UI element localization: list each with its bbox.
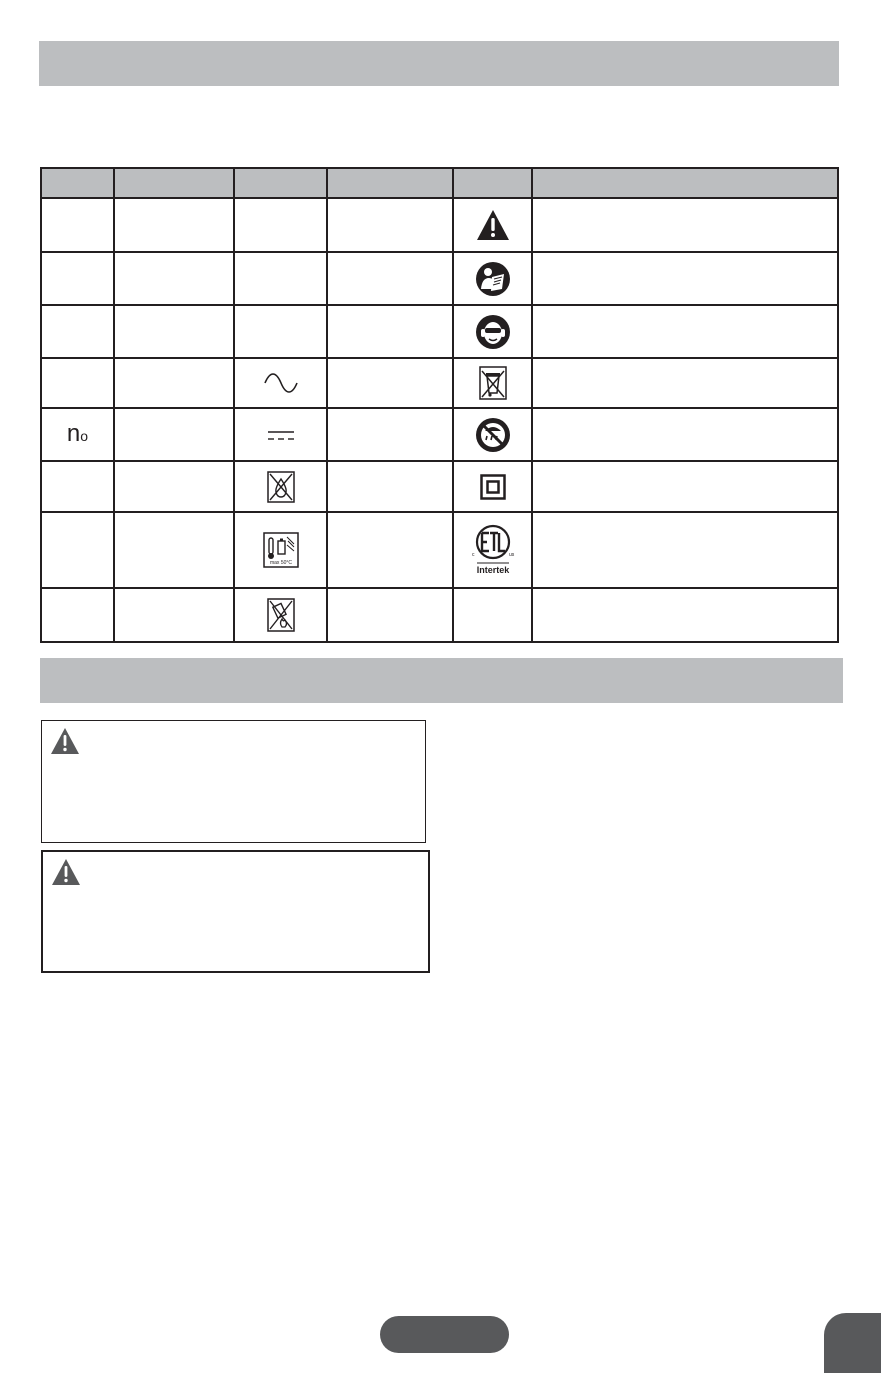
table-row (41, 358, 838, 408)
table-cell (327, 461, 453, 512)
header-cell (114, 168, 234, 198)
table-header-row (41, 168, 838, 198)
symbols-table (40, 167, 839, 643)
table-row (41, 305, 838, 358)
warning-box (41, 850, 430, 973)
table-cell (41, 512, 114, 588)
no-rain-exposure-icon (475, 417, 511, 453)
page-corner-tab (824, 1313, 881, 1373)
table-cell (453, 512, 532, 588)
table-cell (453, 408, 532, 461)
table-cell (532, 198, 838, 252)
table-cell (453, 305, 532, 358)
table-cell (234, 198, 327, 252)
table-cell (114, 252, 234, 305)
table-cell (41, 305, 114, 358)
temperature-limit-label: max 50°C (269, 560, 292, 566)
table-cell (41, 461, 114, 512)
table-cell (114, 408, 234, 461)
table-cell (114, 512, 234, 588)
table-cell (532, 408, 838, 461)
header-cell (234, 168, 327, 198)
table-cell (41, 358, 114, 408)
table-cell (234, 358, 327, 408)
table-cell (114, 461, 234, 512)
table-row (41, 461, 838, 512)
eye-ear-protection-icon (475, 314, 511, 350)
direct-current-icon (266, 428, 296, 442)
table-cell (327, 358, 453, 408)
header-cell (41, 168, 114, 198)
table-cell (114, 198, 234, 252)
warning-triangle-icon (51, 858, 81, 886)
table-cell (41, 252, 114, 305)
table-cell (453, 252, 532, 305)
table-cell (41, 198, 114, 252)
table-cell (327, 408, 453, 461)
table-cell (114, 305, 234, 358)
table-cell (327, 198, 453, 252)
table-cell (114, 358, 234, 408)
table-row (41, 512, 838, 588)
svg-text:Intertek: Intertek (476, 565, 509, 575)
table-cell (234, 512, 327, 588)
svg-text:us: us (508, 552, 514, 558)
table-cell (453, 588, 532, 642)
table-cell (234, 588, 327, 642)
warning-triangle-icon (476, 209, 510, 241)
read-manual-icon (475, 261, 511, 297)
warning-box (41, 720, 426, 843)
no-load-speed-symbol: no (66, 419, 89, 447)
temperature-limit-icon (263, 532, 299, 568)
warning-triangle-icon (50, 727, 80, 755)
table-cell (327, 588, 453, 642)
page-number-pill (380, 1316, 509, 1353)
section-header-bar-bottom (40, 658, 843, 703)
table-row (41, 408, 838, 461)
header-cell (453, 168, 532, 198)
table-cell (532, 358, 838, 408)
table-cell (532, 252, 838, 305)
double-insulation-icon (480, 474, 506, 500)
alternating-current-icon (263, 372, 299, 394)
section-header-bar-top (39, 41, 839, 86)
table-cell (453, 358, 532, 408)
table-cell (234, 252, 327, 305)
table-row (41, 198, 838, 252)
etl-certification-logo (465, 522, 521, 578)
header-cell (327, 168, 453, 198)
table-row (41, 588, 838, 642)
no-fire-disposal-icon (267, 598, 295, 632)
table-cell (453, 198, 532, 252)
svg-text:c: c (471, 552, 474, 558)
table-cell (327, 512, 453, 588)
table-cell (234, 408, 327, 461)
table-cell (114, 588, 234, 642)
table-cell (234, 305, 327, 358)
table-cell (41, 588, 114, 642)
weee-bin-icon (479, 366, 507, 400)
table-cell (532, 588, 838, 642)
table-cell (532, 461, 838, 512)
no-water-icon (267, 471, 295, 503)
table-cell (453, 461, 532, 512)
header-cell (532, 168, 838, 198)
table-cell (327, 305, 453, 358)
table-cell (532, 305, 838, 358)
table-row (41, 252, 838, 305)
table-cell (532, 512, 838, 588)
table-cell (41, 408, 114, 461)
table-cell (327, 252, 453, 305)
table-cell (234, 461, 327, 512)
